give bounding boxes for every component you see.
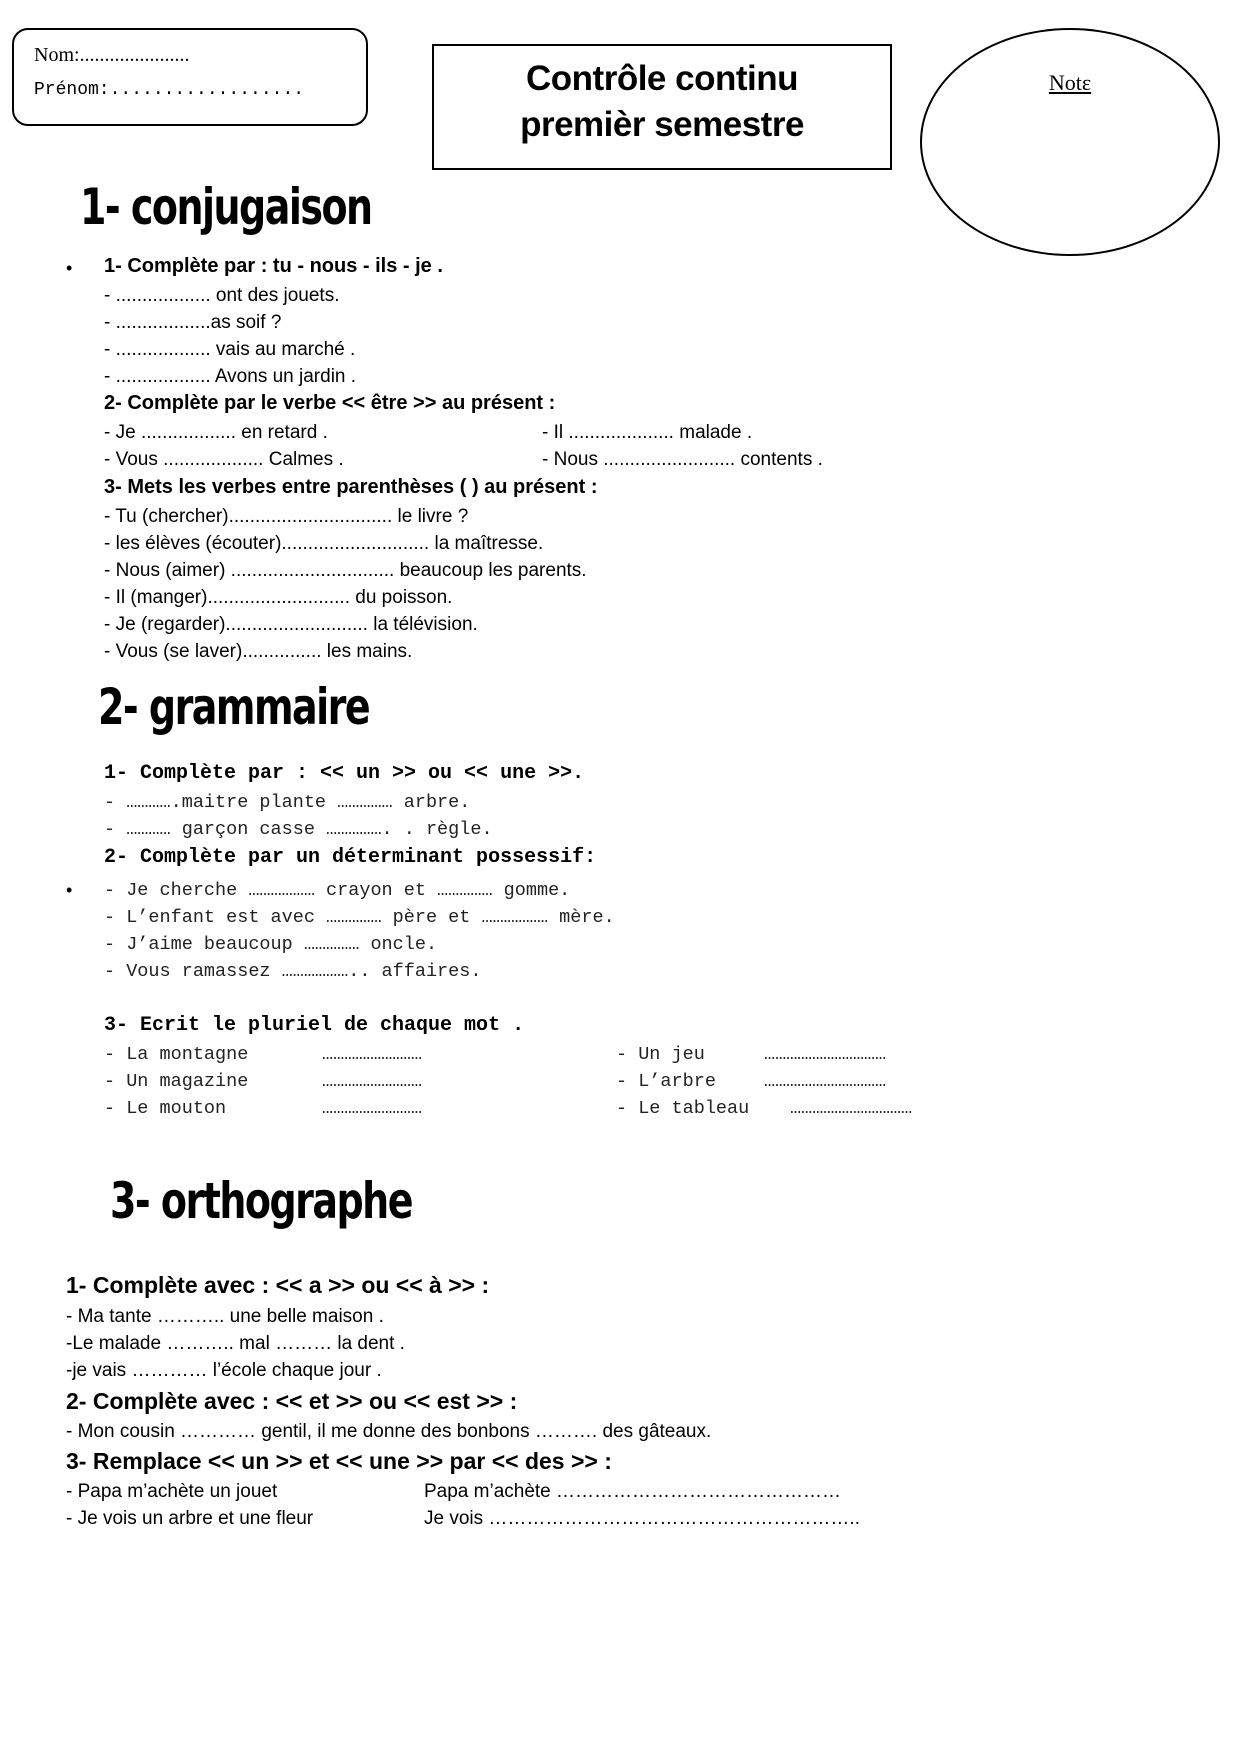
gram-ex3-heading: 3- Ecrit le pluriel de chaque mot . (104, 1014, 525, 1037)
gram-ex3-word: - La montagne (104, 1044, 249, 1065)
bullet: • (66, 258, 73, 278)
conj-ex2-line: - Il .................... malade . (542, 422, 753, 443)
conj-ex2-heading: 2- Complète par le verbe << être >> au présent : (104, 392, 556, 414)
orth-ex2-heading: 2- Complète avec : << et >> ou << est >> : (66, 1388, 518, 1414)
gram-ex1-heading: 1- Complète par : << un >> ou << une >>. (104, 762, 585, 785)
conj-ex3-line: - Vous (se laver)............... les mains. (104, 641, 413, 662)
gram-ex1-line: - ………….maitre plante …………… arbre. (104, 792, 471, 813)
orth-ex3-line: - Papa m’achète un jouet (66, 1481, 278, 1502)
orth-ex3-line: - Je vois un arbre et une fleur (66, 1508, 314, 1529)
prenom-field: Prénom:.................. (34, 80, 305, 100)
bullet: • (66, 880, 73, 900)
orth-ex1-line: -Le malade ……….. mal ……… la dent . (66, 1333, 405, 1354)
gram-ex3-answer: ……………………… (322, 1044, 422, 1065)
gram-ex2-line: - L’enfant est avec …………… père et ……………… mère. (104, 907, 615, 928)
conj-ex3-line: - Nous (aimer) ............................... beaucoup les parents. (104, 560, 587, 581)
note-oval (920, 28, 1220, 256)
orth-ex3-heading: 3- Remplace << un >> et << une >> par << des >> : (66, 1448, 612, 1474)
conj-ex2-line: - Nous ......................... contents . (542, 449, 823, 470)
conj-ex3-heading: 3- Mets les verbes entre parenthèses ( ) au présent : (104, 476, 598, 498)
gram-ex2-line: - Je cherche ……………… crayon et …………… gomme. (104, 880, 571, 901)
orth-ex2-line: - Mon cousin ………… gentil, il me donne des bonbons ………. des gâteaux. (66, 1421, 712, 1442)
conj-ex3-line: - Tu (chercher)............................... le livre ? (104, 506, 469, 527)
gram-ex2-line: - Vous ramassez ……………….. affaires. (104, 961, 482, 982)
nom-field: Nom:...................... (34, 44, 190, 66)
conj-ex1-line: - .................. ont des jouets. (104, 285, 340, 306)
note-label: Notε (1048, 70, 1092, 95)
gram-ex3-word: - Un jeu (616, 1044, 705, 1065)
conj-ex2-line: - Vous ................... Calmes . (104, 449, 344, 470)
section-title-orthographe: 3- orthographe (110, 1172, 412, 1230)
section-title-grammaire: 2- grammaire (98, 678, 370, 736)
name-box (12, 28, 368, 126)
conj-ex2-line: - Je .................. en retard . (104, 422, 328, 443)
gram-ex3-answer: …………………………… (764, 1044, 887, 1065)
section-title-conjugaison: 1- conjugaison (80, 178, 372, 236)
gram-ex3-word: - L’arbre (616, 1071, 716, 1092)
orth-ex3-answer: Papa m’achète ……………………………………… (424, 1481, 842, 1502)
gram-ex3-answer: ……………………… (322, 1071, 422, 1092)
gram-ex3-word: - Le mouton (104, 1098, 227, 1119)
orth-ex1-line: - Ma tante ……….. une belle maison . (66, 1306, 384, 1327)
conj-ex3-line: - Il (manger)........................... du poisson. (104, 587, 453, 608)
gram-ex3-answer: ……………………… (322, 1098, 422, 1119)
conj-ex1-line: - .................. vais au marché . (104, 339, 356, 360)
gram-ex1-line: - ………… garçon casse ……………. . règle. (104, 819, 493, 840)
conj-ex1-line: - ..................as soif ? (104, 312, 282, 333)
orth-ex3-answer: Je vois ………………………………………………….. (424, 1508, 860, 1529)
conj-ex3-line: - les élèves (écouter)............................ la maîtresse. (104, 533, 544, 554)
title-line-2: premièr semestre (520, 105, 804, 144)
gram-ex2-heading: 2- Complète par un déterminant possessif: (104, 846, 597, 869)
conj-ex1-heading: 1- Complète par : tu - nous - ils - je . (104, 255, 443, 277)
gram-ex3-answer: …………………………… (790, 1098, 913, 1119)
title-line-1: Contrôle continu (526, 59, 798, 98)
title-box (432, 44, 892, 170)
gram-ex3-answer: …………………………… (764, 1071, 887, 1092)
gram-ex3-word: - Le tableau (616, 1098, 750, 1119)
orth-ex1-heading: 1- Complète avec : << a >> ou << à >> : (66, 1272, 490, 1298)
conj-ex1-line: - .................. Avons un jardin . (104, 366, 357, 387)
conj-ex3-line: - Je (regarder)........................... la télévision. (104, 614, 478, 635)
orth-ex1-line: -je vais ………… l’école chaque jour . (66, 1360, 382, 1381)
gram-ex3-word: - Un magazine (104, 1071, 249, 1092)
gram-ex2-line: - J’aime beaucoup …………… oncle. (104, 934, 438, 955)
